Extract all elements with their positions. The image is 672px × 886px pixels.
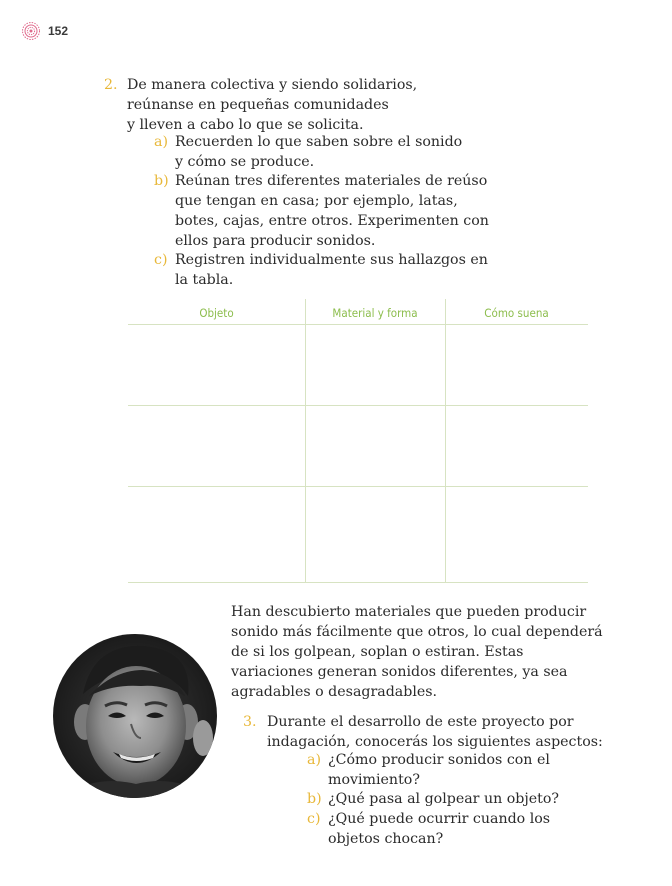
paragraph-line: agradables o desagradables. xyxy=(231,684,438,700)
subitem-line: ¿Qué pasa al golpear un objeto? xyxy=(328,791,560,807)
table-header-objeto: Objeto xyxy=(199,306,234,320)
item-3-number: 3. xyxy=(243,714,257,730)
subitem-line: ellos para producir sonidos. xyxy=(175,233,376,249)
table-header-material: Material y forma xyxy=(332,306,418,320)
subitem-letter: a) xyxy=(154,134,168,150)
table-row-rule xyxy=(128,405,588,406)
table-row-rule xyxy=(128,486,588,487)
subitem-line: ¿Cómo producir sonidos con el xyxy=(328,752,550,768)
paragraph-line: variaciones generan sonidos diferentes, ya sea xyxy=(231,664,568,680)
subitem-letter: b) xyxy=(307,791,322,807)
item-3-line: Durante el desarrollo de este proyecto por xyxy=(267,714,574,730)
subitem-line: que tengan en casa; por ejemplo, latas, xyxy=(175,193,458,209)
subitem-line: la tabla. xyxy=(175,272,234,288)
item-3-line: indagación, conocerás los siguientes aspectos: xyxy=(267,734,603,750)
item-2-line: De manera colectiva y siendo solidarios, xyxy=(127,77,418,93)
subitem-line: ¿Qué puede ocurrir cuando los xyxy=(328,811,551,827)
subitem-letter: c) xyxy=(307,811,321,827)
paragraph-line: Han descubierto materiales que pueden producir xyxy=(231,604,587,620)
paragraph-line: sonido más fácilmente que otros, lo cual dependerá xyxy=(231,624,603,640)
subitem-line: Recuerden lo que saben sobre el sonido xyxy=(175,134,463,150)
subitem-letter: c) xyxy=(154,252,168,268)
subitem-line: y cómo se produce. xyxy=(175,154,315,170)
paragraph xyxy=(231,602,603,702)
table-header-rule xyxy=(128,324,588,325)
page-number: 152 xyxy=(48,24,69,38)
subitem-line: Registren individualmente sus hallazgos en xyxy=(175,252,488,268)
subitem-letter: a) xyxy=(307,752,321,768)
subitem-line: Reúnan tres diferentes materiales de reúso xyxy=(175,173,488,189)
table-column-divider xyxy=(305,299,306,583)
item-2-line: reúnanse en pequeñas comunidades xyxy=(127,97,389,113)
paragraph-line: de si los golpean, soplan o estiran. Estas xyxy=(231,644,524,660)
subitem-line: movimiento? xyxy=(328,772,420,788)
smiling-child-photo xyxy=(53,634,217,798)
item-2-line: y lleven a cabo lo que se solicita. xyxy=(127,117,364,133)
subitem-letter: b) xyxy=(154,173,169,189)
flower-ornament-icon xyxy=(21,21,41,41)
item-2-number: 2. xyxy=(104,77,118,93)
findings-table xyxy=(128,299,588,583)
table-bottom-rule xyxy=(128,582,588,583)
table-column-divider xyxy=(445,299,446,583)
subitem-line: objetos chocan? xyxy=(328,831,444,847)
subitem-line: botes, cajas, entre otros. Experimenten con xyxy=(175,213,489,229)
table-header-como-suena: Cómo suena xyxy=(484,306,549,320)
